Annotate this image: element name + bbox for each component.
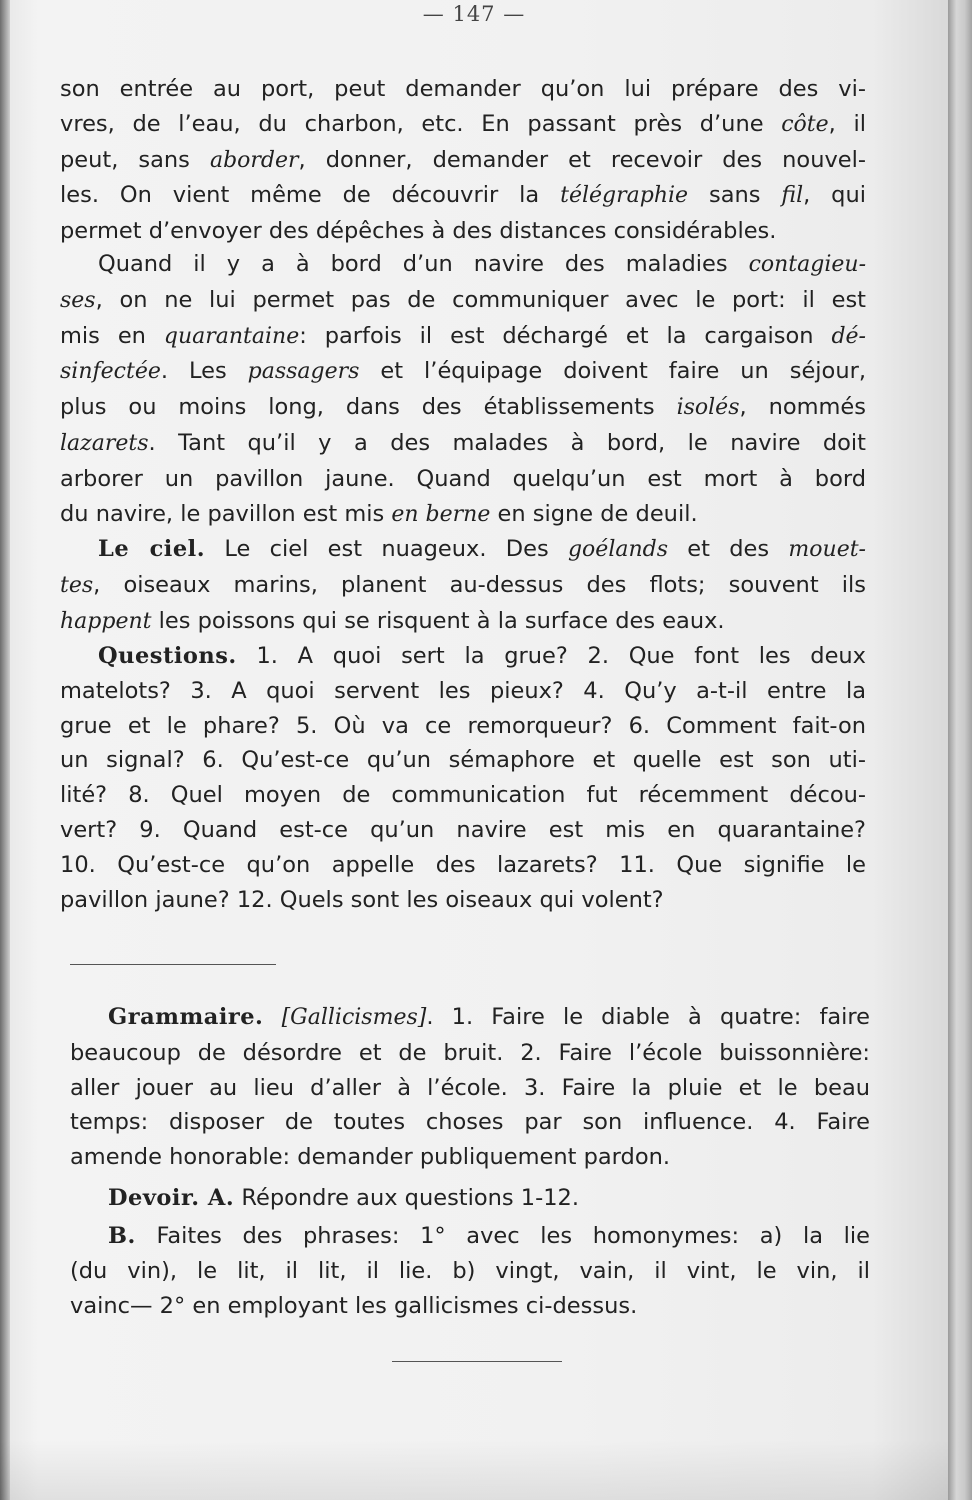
text-run: : parfois il est déchargé et la cargaison [299, 322, 832, 349]
text-run: . Les [160, 358, 248, 385]
text-line [70, 1036, 870, 1071]
text-run: , on ne lui permet pas de communiquer avec le port: il est [95, 286, 866, 313]
text-run: . 1. Faire le diable à quatre: faire [426, 1004, 871, 1030]
section-heading: Devoir. A. [108, 1185, 235, 1211]
text-run: sans [688, 182, 782, 209]
text-line [60, 883, 866, 918]
text-line [60, 778, 866, 813]
text-line [60, 497, 866, 533]
text-run: du navire, le pavillon est mis [60, 500, 392, 527]
paragraph-grammar [70, 1000, 870, 1175]
text-run: amende honorable: demander publiquement pardon. [70, 1144, 670, 1171]
section-heading: B. [108, 1223, 136, 1249]
text-line [60, 390, 866, 426]
italic-term: passagers [247, 359, 360, 385]
italic-term: goélands [567, 537, 669, 562]
text-line [60, 604, 866, 640]
italic-term: en berne [391, 501, 491, 527]
text-run: vres, de l’eau, du charbon, etc. En passant près d’une [60, 110, 782, 137]
italic-term: lazarets [60, 430, 149, 456]
text-line [60, 107, 866, 143]
paragraph-harbor [60, 72, 866, 249]
italic-term: contagieu- [748, 252, 866, 277]
section-divider [70, 964, 276, 965]
section-heading: Questions. [98, 643, 237, 669]
text-run: 1. A quoi sert la grue? 2. Que font les deux [236, 643, 866, 669]
text-run: Quand il y a à bord d’un navire des maladies [98, 251, 749, 277]
text-run: , oiseaux marins, planent au-dessus des flots; souvent ils [93, 571, 866, 598]
text-line [60, 674, 866, 709]
paragraph-devoir-b [70, 1219, 870, 1323]
italic-term: fil [781, 183, 804, 209]
text-run: mis en [60, 322, 164, 349]
text-line [60, 568, 866, 604]
text-run: pavillon jaune? 12. Quels sont les oiseaux qui volent? [60, 886, 664, 913]
text-line [70, 1000, 870, 1036]
text-run: un signal? 6. Qu’est-ce qu’un sémaphore et quelle est son uti- [60, 747, 866, 774]
italic-term: isolés [676, 395, 740, 421]
text-run: beaucoup de désordre et de bruit. 2. Faire l’école buissonnière: [70, 1039, 870, 1066]
page-gutter-shadow [0, 0, 10, 1500]
text-line [60, 247, 866, 283]
text-run: plus ou moins long, dans des établissements [60, 394, 677, 421]
text-line [60, 214, 866, 249]
italic-term: mouet- [788, 537, 866, 562]
text-line [60, 178, 866, 214]
text-line [60, 813, 866, 848]
text-line [60, 143, 866, 179]
paragraph-sky [60, 532, 866, 639]
text-line [60, 319, 866, 355]
page-edge [948, 0, 972, 1500]
text-run: en signe de deuil. [490, 500, 698, 527]
text-line [60, 462, 866, 497]
text-line [70, 1140, 870, 1175]
page-number: — 147 — [422, 2, 526, 26]
text-line [60, 72, 866, 107]
italic-term: quarantaine [163, 323, 300, 349]
text-run: et des [668, 536, 789, 562]
text-line [70, 1254, 870, 1289]
text-run: permet d’envoyer des dépêches à des distances considérables. [60, 218, 777, 245]
italic-term: dé- [831, 323, 866, 349]
text-run: aller jouer au lieu d’aller à l’école. 3. Faire la pluie et le beau [70, 1074, 870, 1101]
text-run: arborer un pavillon jaune. Quand quelqu’un est mort à bord [60, 465, 866, 492]
section-heading: Le ciel. [98, 536, 206, 562]
text-run: Faites des phrases: 1° avec les homonymes: a) la lie [135, 1223, 870, 1249]
text-run: peut, sans [60, 146, 210, 173]
text-line [70, 1219, 870, 1254]
text-run: grue et le phare? 5. Où va ce remorqueur? 6. Comment fait-on [60, 712, 866, 739]
text-run [263, 1004, 281, 1030]
text-line [60, 354, 866, 390]
paragraph-questions [60, 639, 866, 917]
text-line [70, 1071, 870, 1106]
italic-term: tes [60, 572, 94, 598]
text-line [60, 639, 866, 674]
text-run: vainc— 2° en employant les gallicismes ci-dessus. [70, 1292, 638, 1319]
section-heading: Grammaire. [108, 1004, 264, 1030]
italic-term: [Gallicismes] [281, 1005, 427, 1030]
text-run: matelots? 3. A quoi servent les pieux? 4. Qu’y a-t-il entre la [60, 677, 866, 704]
text-run: , il [828, 110, 866, 137]
text-run: , donner, demander et recevoir des nouvel- [298, 146, 866, 173]
text-line [60, 283, 866, 319]
text-run: vert? 9. Quand est-ce qu’un navire est mis en quarantaine? [60, 816, 866, 843]
text-line [70, 1105, 870, 1140]
text-run: lité? 8. Quel moyen de communication fut récemment décou- [60, 782, 866, 809]
text-run: temps: disposer de toutes choses par son influence. 4. Faire [70, 1109, 870, 1136]
text-run: Le ciel est nuageux. Des [205, 536, 568, 562]
text-line [60, 709, 866, 744]
text-run: son entrée au port, peut demander qu’on lui prépare des vi- [60, 76, 866, 102]
text-line [60, 532, 866, 568]
italic-term: côte [781, 111, 829, 137]
paragraph-quarantine [60, 247, 866, 532]
page-bottom-shade [0, 1440, 948, 1500]
italic-term: sinfectée [60, 359, 161, 385]
text-line [70, 1181, 870, 1216]
text-line [70, 1289, 870, 1324]
text-line [60, 743, 866, 778]
italic-term: ses [60, 287, 96, 313]
text-run: les. On vient même de découvrir la [60, 182, 561, 209]
italic-term: aborder [209, 147, 299, 173]
text-run: et l’équipage doivent faire un séjour, [359, 358, 866, 385]
text-line [60, 848, 866, 883]
text-run: (du vin), le lit, il lit, il lie. b) vingt, vain, il vint, le vin, il [70, 1257, 870, 1284]
end-divider [392, 1361, 562, 1362]
text-run: Répondre aux questions 1-12. [234, 1185, 579, 1211]
text-run: les poissons qui se risquent à la surface des eaux. [151, 607, 725, 634]
paragraph-devoir-a [70, 1181, 870, 1216]
text-run: , qui [803, 182, 866, 209]
italic-term: happent [60, 608, 152, 634]
text-run: , nommés [739, 394, 866, 421]
text-run: 10. Qu’est-ce qu’on appelle des lazarets? 11. Que signifie le [60, 851, 866, 878]
text-line [60, 426, 866, 462]
italic-term: télégraphie [560, 183, 689, 209]
text-run: . Tant qu’il y a des malades à bord, le navire doit [148, 429, 866, 456]
